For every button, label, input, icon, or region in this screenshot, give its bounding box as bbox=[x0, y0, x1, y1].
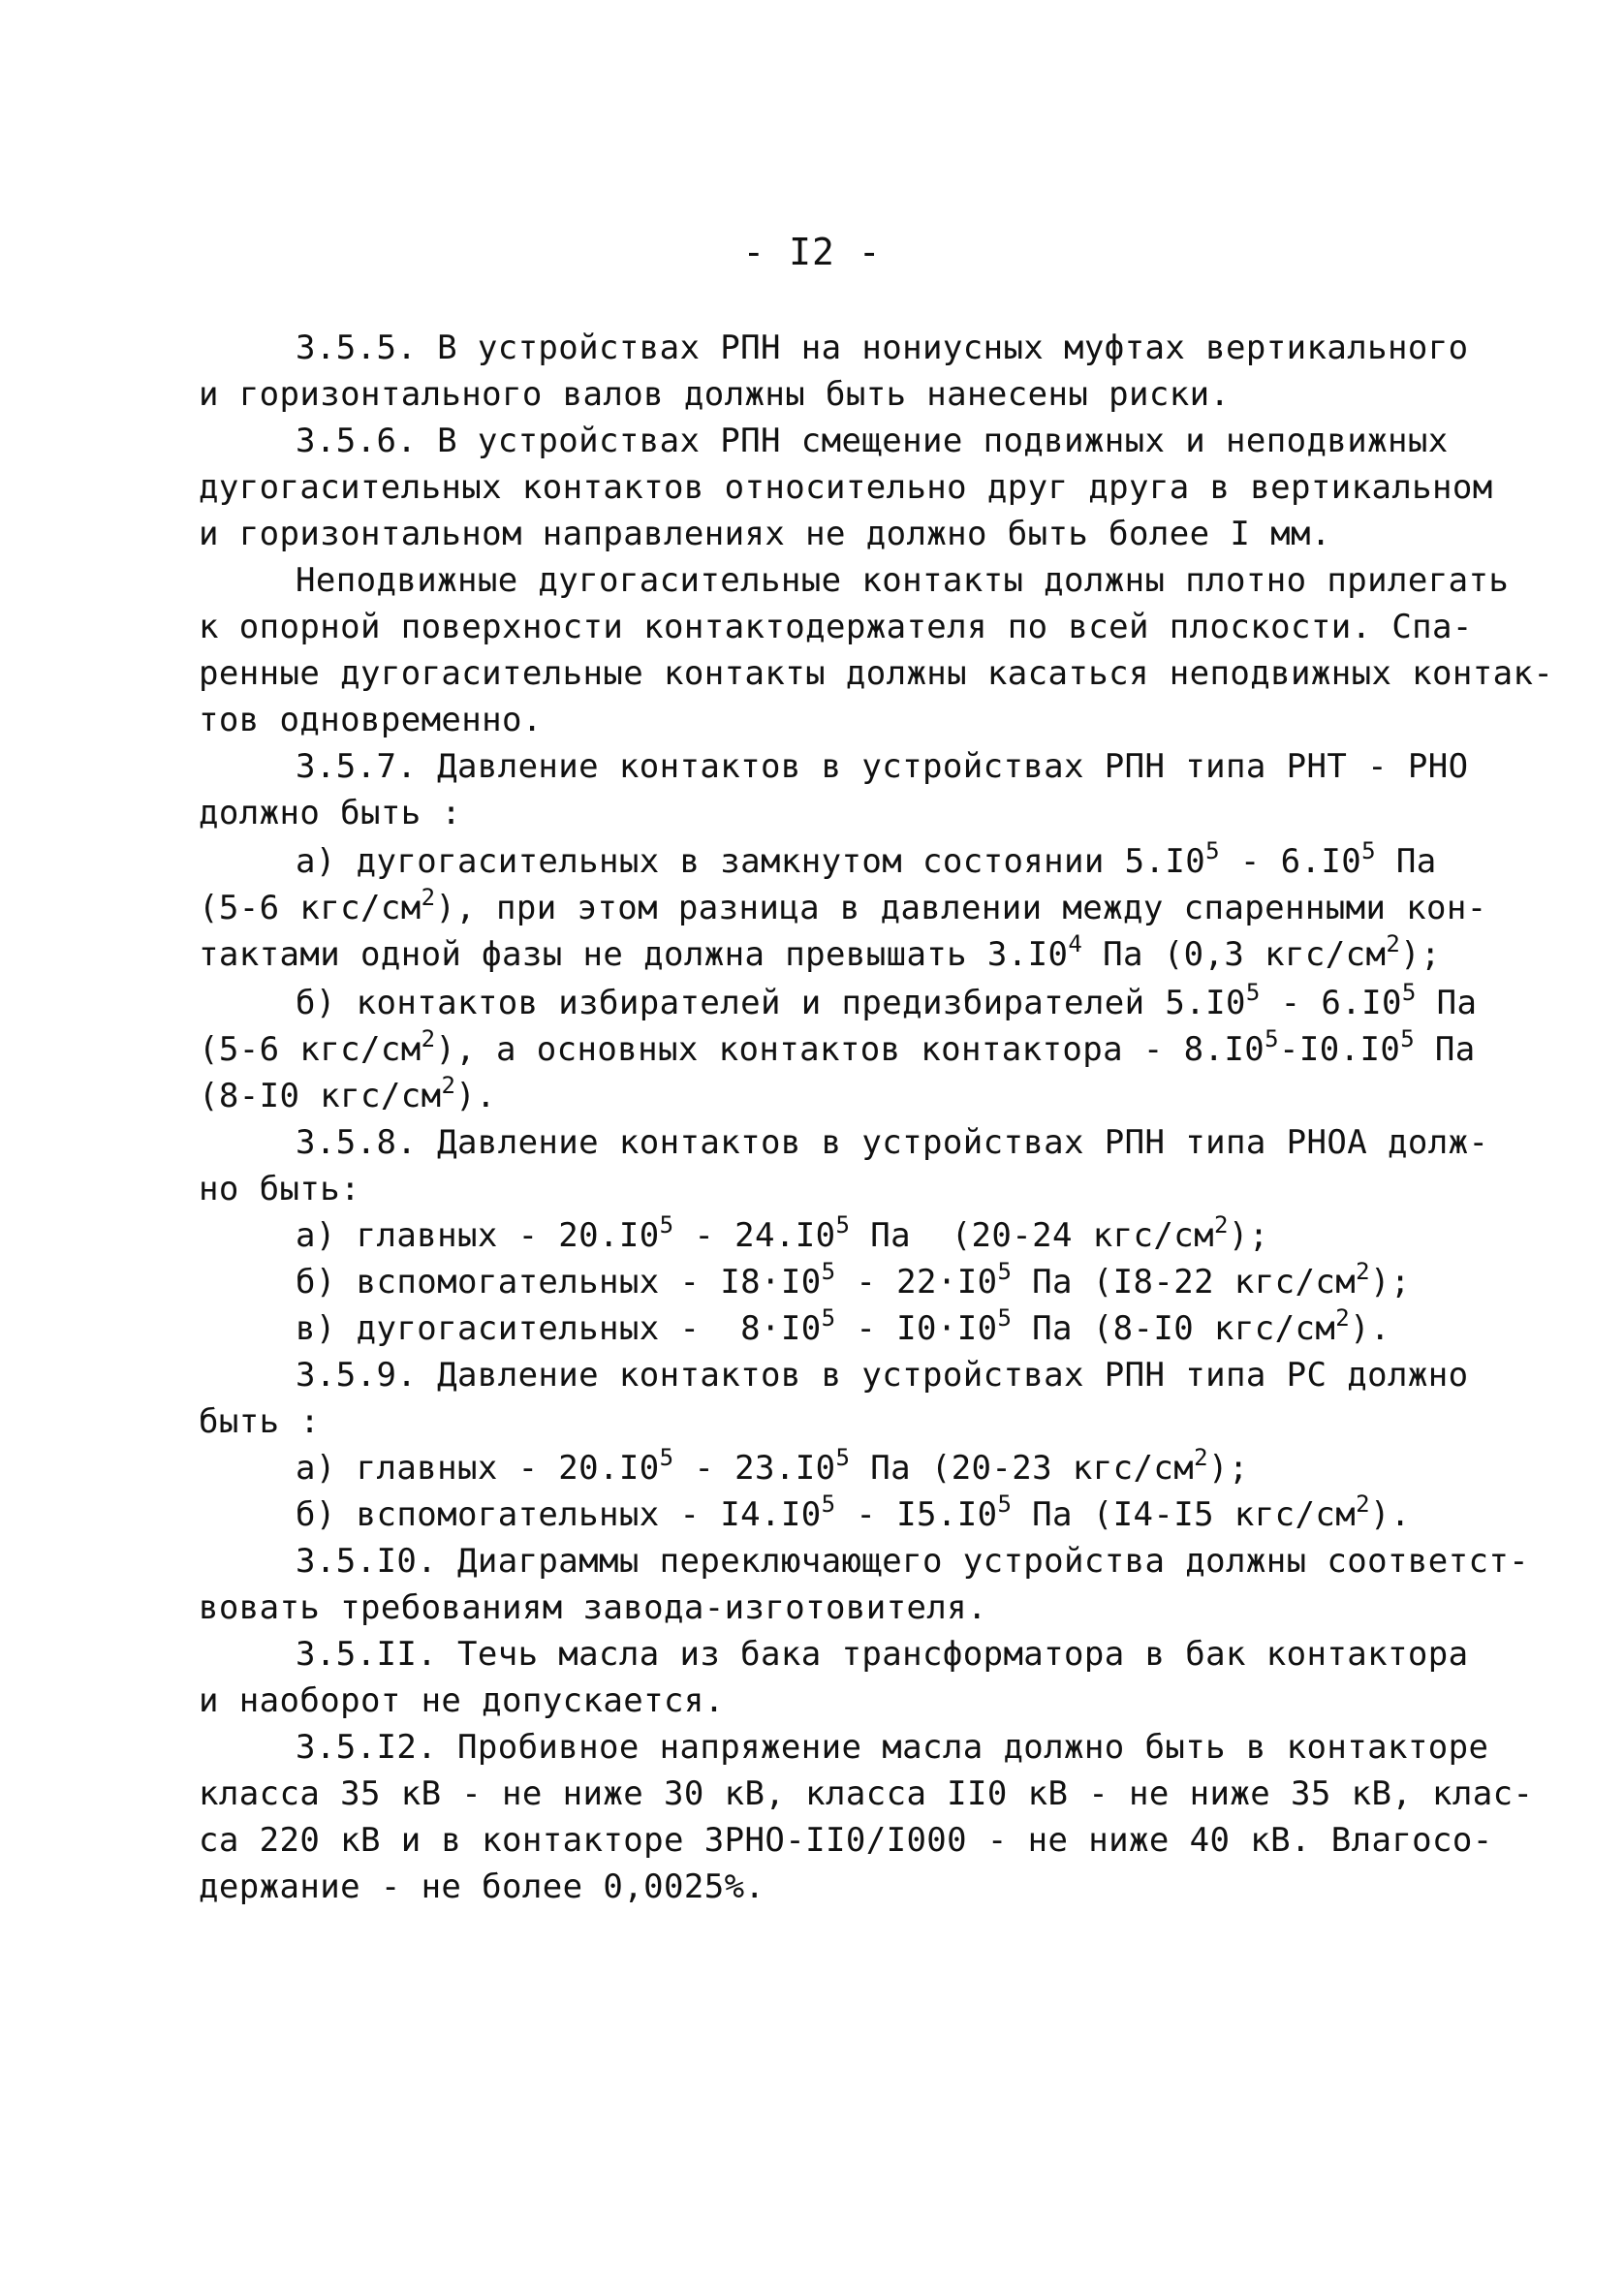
text-run: быть : bbox=[199, 1402, 321, 1441]
text-run: а) дугогасительных в замкнутом состоянии 5.I0 bbox=[296, 842, 1206, 881]
text-run: (5-6 кгс/см bbox=[199, 1030, 422, 1069]
text-line bbox=[296, 1352, 1468, 1398]
superscript: 2 bbox=[1356, 1258, 1370, 1285]
text-line bbox=[296, 325, 1468, 371]
text-line bbox=[296, 1491, 1411, 1538]
text-line bbox=[199, 1073, 496, 1119]
superscript: 5 bbox=[659, 1211, 674, 1239]
text-line bbox=[199, 1398, 320, 1445]
text-run: класса 35 кВ - не ниже 30 кВ, класса II0 кВ - не ниже 35 кВ, клас- bbox=[199, 1774, 1534, 1813]
superscript: 5 bbox=[997, 1258, 1013, 1285]
superscript: 2 bbox=[421, 1025, 436, 1052]
text-run: б) контактов избирателей и предизбирателей 5.I0 bbox=[296, 984, 1246, 1022]
text-run: а) главных - 20.I0 bbox=[296, 1449, 660, 1488]
page-number: - I2 - bbox=[742, 231, 882, 273]
text-run: б) вспомогательных - I4.I0 bbox=[296, 1495, 822, 1534]
text-run: Неподвижные дугогасительные контакты должны плотно прилегать bbox=[296, 561, 1510, 600]
text-line bbox=[296, 1631, 1468, 1678]
superscript: 5 bbox=[821, 1258, 836, 1285]
superscript: 5 bbox=[997, 1304, 1013, 1332]
text-run: а) главных - 20.I0 bbox=[296, 1216, 660, 1255]
superscript: 5 bbox=[835, 1444, 851, 1471]
text-line bbox=[199, 885, 1487, 931]
text-run: Па (0,3 кгс/см bbox=[1082, 935, 1387, 974]
text-run: 3.5.8. Давление контактов в устройствах РПН типа РНОА долж- bbox=[296, 1123, 1489, 1162]
text-line bbox=[296, 1305, 1390, 1352]
text-run: ), а основных контактов контактора - 8.I0 bbox=[435, 1030, 1265, 1069]
text-run: к опорной поверхности контактодержателя по всей плоскости. Спа- bbox=[199, 608, 1473, 646]
text-line bbox=[296, 1259, 1411, 1305]
text-run: - 6.I0 bbox=[1220, 842, 1362, 881]
text-run: 3.5.5. В устройствах РПН на нониусных муфтах вертикального bbox=[296, 329, 1469, 367]
superscript: 5 bbox=[1401, 979, 1417, 1006]
text-run: 3.5.II. Течь масла из бака трансформатора в бак контактора bbox=[296, 1635, 1469, 1674]
text-line bbox=[199, 790, 461, 836]
text-run: должно быть : bbox=[199, 794, 462, 832]
text-run: и горизонтальном направлениях не должно быть более I мм. bbox=[199, 515, 1331, 553]
text-line bbox=[296, 1119, 1488, 1166]
text-run: и горизонтального валов должны быть нанесены риски. bbox=[199, 375, 1231, 414]
superscript: 5 bbox=[1361, 837, 1376, 864]
text-run: 3.5.I0. Диаграммы переключающего устройства должны соответст- bbox=[296, 1542, 1530, 1581]
text-run: (5-6 кгс/см bbox=[199, 889, 422, 927]
text-run: -I0.I0 bbox=[1278, 1030, 1401, 1069]
text-run: Па bbox=[1415, 1030, 1476, 1069]
text-line bbox=[199, 604, 1473, 650]
text-run: ), при этом разница в давлении между спаренными кон- bbox=[435, 889, 1487, 927]
superscript: 2 bbox=[1194, 1444, 1208, 1471]
text-line bbox=[199, 1678, 725, 1724]
text-line bbox=[296, 838, 1437, 885]
text-run: ). bbox=[1369, 1495, 1411, 1534]
text-line bbox=[296, 980, 1477, 1026]
text-line bbox=[296, 1538, 1529, 1584]
superscript: 5 bbox=[1205, 837, 1220, 864]
text-run: ренные дугогасительные контакты должны касаться неподвижных контак- bbox=[199, 654, 1554, 693]
text-line bbox=[199, 464, 1493, 511]
text-run: - I5.I0 bbox=[835, 1495, 998, 1534]
text-run: ); bbox=[1400, 935, 1441, 974]
superscript: 2 bbox=[1214, 1211, 1229, 1239]
text-run: 3.5.7. Давление контактов в устройствах РПН типа РНТ - РНО bbox=[296, 747, 1469, 786]
text-run: вовать требованиям завода-изготовителя. bbox=[199, 1588, 987, 1627]
text-line bbox=[199, 1026, 1476, 1073]
text-run: дугогасительных контактов относительно друг друга в вертикальном bbox=[199, 468, 1493, 507]
superscript: 4 bbox=[1068, 930, 1083, 957]
text-run: ); bbox=[1228, 1216, 1269, 1255]
text-line bbox=[199, 1584, 987, 1631]
text-run: Па (I8-22 кгс/см bbox=[1012, 1263, 1357, 1302]
superscript: 2 bbox=[1335, 1304, 1351, 1332]
text-run: - I0·I0 bbox=[835, 1309, 998, 1348]
text-run: Па bbox=[1375, 842, 1437, 881]
superscript: 2 bbox=[1386, 930, 1401, 957]
text-run: Па (20-24 кгс/см bbox=[850, 1216, 1214, 1255]
text-line bbox=[199, 371, 1230, 418]
text-run: Па bbox=[1416, 984, 1478, 1022]
text-line bbox=[199, 511, 1331, 557]
superscript: 2 bbox=[441, 1072, 456, 1099]
text-run: ). bbox=[1350, 1309, 1390, 1348]
text-line bbox=[296, 1724, 1488, 1771]
superscript: 5 bbox=[821, 1304, 836, 1332]
text-run: (8-I0 кгс/см bbox=[199, 1077, 442, 1115]
superscript: 5 bbox=[835, 1211, 851, 1239]
superscript: 5 bbox=[997, 1490, 1013, 1518]
superscript: 5 bbox=[821, 1490, 836, 1518]
text-run: и наоборот не допускается. bbox=[199, 1681, 725, 1720]
superscript: 5 bbox=[659, 1444, 674, 1471]
text-run: ); bbox=[1369, 1263, 1411, 1302]
superscript: 5 bbox=[1265, 1025, 1279, 1052]
text-run: - 6.I0 bbox=[1260, 984, 1402, 1022]
text-run: - 22·I0 bbox=[835, 1263, 998, 1302]
text-run: б) вспомогательных - I8·I0 bbox=[296, 1263, 822, 1302]
text-line bbox=[199, 650, 1553, 697]
text-line bbox=[199, 697, 543, 743]
superscript: 5 bbox=[1245, 979, 1261, 1006]
text-line bbox=[199, 1771, 1533, 1817]
text-line bbox=[296, 743, 1468, 790]
text-line bbox=[296, 1212, 1269, 1259]
text-run: ). bbox=[455, 1077, 497, 1115]
superscript: 5 bbox=[1400, 1025, 1416, 1052]
text-run: держание - не более 0,0025%. bbox=[199, 1867, 765, 1906]
text-run: ); bbox=[1208, 1449, 1249, 1488]
text-run: Па (I4-I5 кгс/см bbox=[1012, 1495, 1357, 1534]
text-line bbox=[296, 1445, 1249, 1491]
text-run: Па (8-I0 кгс/см bbox=[1012, 1309, 1336, 1348]
text-run: 3.5.6. В устройствах РПН смещение подвижных и неподвижных bbox=[296, 422, 1449, 460]
text-line bbox=[296, 557, 1509, 604]
text-line bbox=[199, 1817, 1493, 1864]
text-run: Па (20-23 кгс/см bbox=[850, 1449, 1195, 1488]
text-line bbox=[296, 418, 1449, 464]
text-run: в) дугогасительных - 8·I0 bbox=[296, 1309, 822, 1348]
text-run: са 220 кВ и в контакторе ЗРНО-II0/I000 - не ниже 40 кВ. Влагосо- bbox=[199, 1821, 1493, 1860]
text-run: 3.5.9. Давление контактов в устройствах РПН типа РС должно bbox=[296, 1356, 1469, 1395]
text-run: тов одновременно. bbox=[199, 701, 543, 739]
text-run: но быть: bbox=[199, 1170, 360, 1208]
text-run: 3.5.I2. Пробивное напряжение масла должно быть в контакторе bbox=[296, 1728, 1489, 1767]
text-run: - 24.I0 bbox=[673, 1216, 836, 1255]
text-line bbox=[199, 1166, 360, 1212]
text-line bbox=[199, 931, 1441, 978]
text-line bbox=[199, 1864, 765, 1910]
superscript: 2 bbox=[1356, 1490, 1370, 1518]
text-run: тактами одной фазы не должна превышать 3.I0 bbox=[199, 935, 1069, 974]
superscript: 2 bbox=[421, 884, 436, 911]
text-run: - 23.I0 bbox=[673, 1449, 836, 1488]
